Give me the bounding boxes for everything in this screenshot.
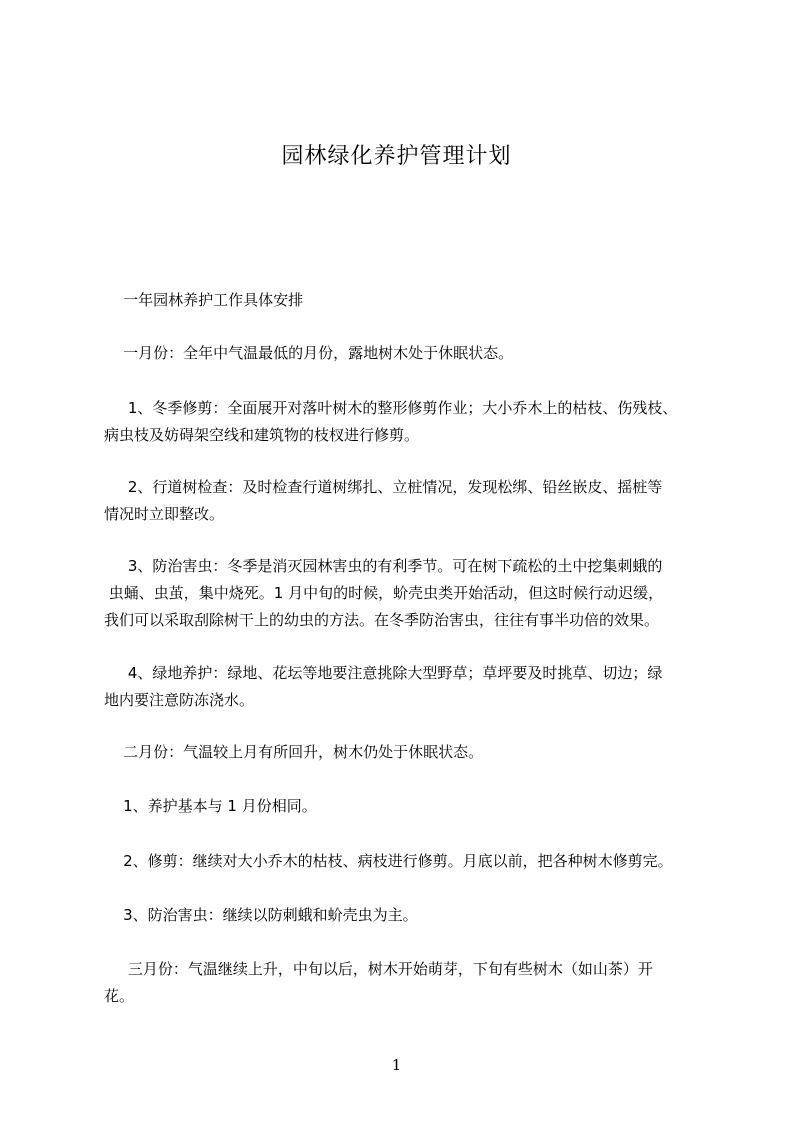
paragraph-line: 3、防治害虫：冬季是消灭园林害虫的有利季节。可在树下疏松的土中挖集刺蛾的 — [104, 557, 663, 575]
paragraph-line: 地内要注意防冻浇水。 — [104, 691, 255, 709]
document-title: 园林绿化养护管理计划 — [281, 144, 512, 169]
paragraph-line: 病虫枝及妨碍架空线和建筑物的枝杈进行修剪。 — [104, 426, 420, 444]
paragraph-line: 4、绿地养护：绿地、花坛等地要注意挑除大型野草；草坪要及时挑草、切边；绿 — [104, 664, 663, 682]
paragraph-feb-pest-control — [104, 902, 716, 929]
paragraph-winter-pruning — [104, 395, 716, 449]
paragraph-line: 花。 — [104, 987, 135, 1005]
paragraph-line: 3、防治害虫：继续以防刺蛾和蚧壳虫为主。 — [104, 906, 418, 924]
paragraph-january — [104, 340, 716, 367]
paragraph-street-tree-check — [104, 474, 716, 528]
paragraph-march — [104, 956, 716, 1010]
paragraph-green-space-care — [104, 660, 716, 714]
paragraph-february — [104, 739, 716, 766]
paragraph-pest-control — [104, 553, 716, 634]
paragraph-line: 1、冬季修剪：全面展开对落叶树木的整形修剪作业；大小乔木上的枯枝、伤残枝、 — [104, 399, 678, 417]
section-heading-annual-plan — [104, 287, 716, 314]
paragraph-line: 情况时立即整改。 — [104, 505, 225, 523]
paragraph-line: 2、修剪：继续对大小乔木的枯枝、病枝进行修剪。月底以前，把各种树木修剪完。 — [104, 852, 673, 870]
paragraph-line: 2、行道树检查：及时检查行道树绑扎、立桩情况，发现松绑、铅丝嵌皮、摇桩等 — [104, 478, 663, 496]
paragraph-line: 一月份：全年中气温最低的月份，露地树木处于休眠状态。 — [104, 344, 514, 362]
paragraph-line: 虫蛹、虫茧，集中烧死。1 月中旬的时候，蚧壳虫类开始活动，但这时候行动迟缓， — [104, 584, 664, 602]
paragraph-line: 二月份：气温较上月有所回升，树木仍处于休眠状态。 — [104, 743, 484, 761]
paragraph-line: 一年园林养护工作具体安排 — [104, 291, 304, 309]
paragraph-feb-pruning — [104, 848, 716, 875]
paragraph-line: 我们可以采取刮除树干上的幼虫的方法。在冬季防治害虫，往往有事半功倍的效果。 — [104, 611, 660, 629]
paragraph-feb-maintenance — [104, 793, 716, 820]
paragraph-line: 1、养护基本与 1 月份相同。 — [104, 797, 317, 815]
page-number: 1 — [391, 1056, 402, 1074]
paragraph-line: 三月份：气温继续上升，中旬以后，树木开始萌芽，下旬有些树木（如山茶）开 — [104, 960, 653, 978]
